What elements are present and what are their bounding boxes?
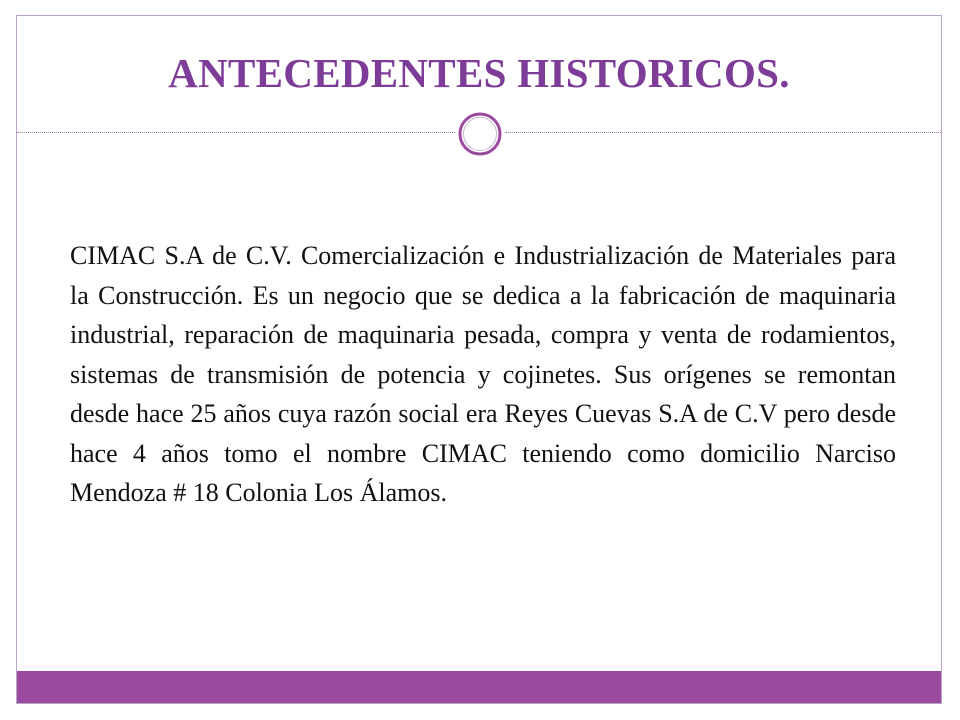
title-divider-left — [17, 132, 455, 133]
slide-title: ANTECEDENTES HISTORICOS. — [168, 50, 790, 96]
title-divider-right — [505, 132, 941, 133]
footer-accent-bar — [17, 671, 941, 703]
circle-ornament-icon — [457, 111, 503, 157]
body-paragraph: CIMAC S.A de C.V. Comercialización e Industrialización de Materiales para la Construcción. Es un negocio que se dedica a la fabricación de maquinaria industrial, reparación de maquinaria pesada, compra y venta de rodamientos, sistemas de transmisión de potencia y cojinetes. Sus orígenes se remontan desde hace 25 años cuya razón social era Reyes Cuevas S.A de C.V pero desde hace 4 años tomo el nombre CIMAC teniendo como domicilio Narciso Mendoza # 18 Colonia Los Álamos. — [70, 241, 896, 507]
